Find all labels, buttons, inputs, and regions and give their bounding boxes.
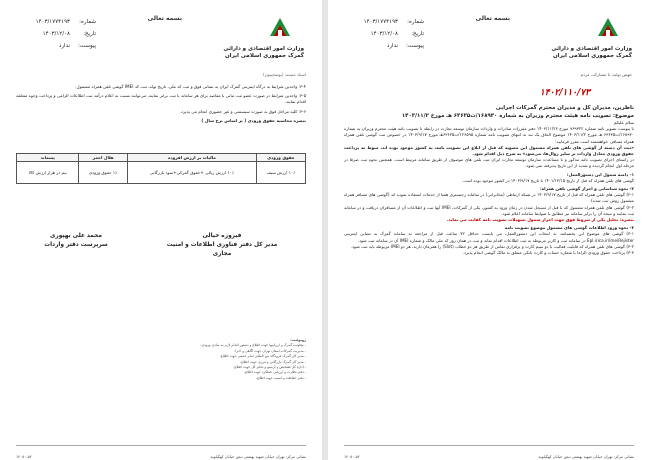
footer-code: ۱۴۰۸۰-۵۲ [16, 454, 32, 459]
footnote-line: - مدیر کل گمرک بازرگانی و مرزی جهت اطلاع. [240, 359, 306, 364]
section-1-text: گوشی های تلفن همراه که قبل از تاریخ ۱۴۰۱/۱۲/۱۵ تا تاریخ ۱۴۰۳/۹/۱۷ در کشور موجود بوده است. [461, 177, 634, 183]
duties-table [16, 153, 306, 184]
number-value: ۱۴۰۳/۱۷۷۴۱۹۳ [363, 19, 398, 25]
table-header-cell: پسماند [17, 154, 79, 162]
addressee: ناظرین، مدیران کل و مدیران محترم گمرکات اجرایی [495, 105, 634, 111]
letter-metadata [16, 16, 96, 52]
attachment-value: ندارد [58, 43, 70, 49]
footer-divider [16, 445, 306, 446]
signature-block-2 [16, 232, 136, 250]
section-3-title: ۳- نحوه ورود اطلاعات گوشی های مشمول موضوع تصویب نامه [504, 225, 634, 231]
motto: جهش تولید، با مشارکت مردم [580, 72, 632, 77]
intro-paragraph: با پیوست تصویر نامه شماره ۹۶۹۳۲۲ مورخ ۱۴۰۳/۱۱/۲۶ دفتر مقررات صادرات و واردات سازمان توسعه تجارت در رابطه با تصویب نامه هیئت محترم وزیران به شماره ۱۶۸۹۳۰/ت۶۳۶۳۵ هـ مورخ ۱۴۰۳/۱۱/۲ موضوع الحاق یک بند به انتهای تصویب نامه شماره ۱۲۶۵۹۵/ت۶۳۶۳۵هـ مورخ ۱۴۰۳/۹/۱۷ در خصوص ثبت گوشی تلفن همراه همراه مسافر، خواهشمند است مقرر فرمایید: [344, 126, 635, 144]
bismillah-heading: بسمه تعالی [147, 15, 182, 22]
handwritten-date: ۱۴۰۲/۱۱۰/۷۳ [539, 88, 590, 98]
footer-address: نشانی مرکز: تهران خیابان شهید بهشتی نبش خیابان کهگیلویه [210, 454, 306, 459]
table-caption: تبصره محاسبه حقوق ورودی ( بر اساس نرخ سال ) [201, 117, 306, 123]
table-header-cell: هلال احمر [79, 154, 127, 162]
quoted-clause: «ثبت آن دسته از گوشی های تلفن همراه مشمول این مصوبه که قبل از ابلاغ این تصویب نامه، به کشور موجود بوده اند، منوط به پرداخت حقوق ورودی معادل واردات بر سایر روال‌ها، می‌شود» به شرح ذیل اقدام شود. [344, 144, 634, 157]
greeting: سلام علیکم [613, 120, 634, 125]
section-3-item: ۳-۱) گوشی های موضوع این بخشنامه، به انتخاب این دستورالعمل، می بایست حداقل ۷۲ ساعت قبل از مراجعه به سامانه گمرک به نشانی اینترنتی Epl.irica.ir/imeiRejister در سامانه ثبت و کاربر مربوطه به ثبت اطلاعات اقدام نماید و ثبت در همان روز کد ملی مالک و شماره IMEI آن در سامانه ثبت شود. [344, 231, 634, 243]
organization-name [223, 46, 304, 60]
letter-body [344, 104, 634, 256]
signature-block-1 [162, 232, 282, 259]
org-line-2: گمرک جمهوری اسلامی ایران [552, 53, 632, 59]
organization-name [551, 46, 632, 60]
document-page-2 [0, 0, 322, 460]
customs-emblem-icon [268, 16, 292, 38]
footer-address: نشانی مرکز: تهران خیابان شهید بهشتی نبش خیابان کهگیلویه [538, 454, 634, 459]
table-cell: نیم در هزار ارزش کالا [17, 162, 79, 184]
section-2-item: ۲-۲) گوشی های تلفن همراه مشمول که با قبل از مسجل شدن در زمان ورود به کشور، یکی از گمرکات، IMEI آنها ثبت و اطلاعات آن از مسافران دریافت و در سامانه ثبت نمایند و نتیجه آن را برابر سامانه نیز مطابق با ضوابط سامانه اعلام شود. [344, 204, 634, 216]
footnote-line: - مدیریت گمرکات استان تهران جهت آگاهی و اجرا. [234, 348, 306, 353]
footnote-line: - معاونت گمرک و ارزیابیها جهت اطلاع و دستور اقدام لازم به مبادی ورودی. [200, 343, 306, 348]
section-3-item: ۳-۲) گوشی های تلفن همراه که قابلیت فعالیت با دو سیم کارت و برقراری تماس از طریق هر دو خطاب (Slot) را همزمان دارند، هر دو IMEI مربوطه باید ثبت شود. [350, 243, 634, 249]
info-line: اسناد مستند (یوشخیبون) [262, 72, 306, 77]
footnote-line: - دفتر نظارت و ارزیابی عملکرد جهت اطلاع. [243, 370, 306, 375]
date-label: تاریخ: [83, 31, 96, 37]
paragraph: ۳-۴: واجدین شرایط به درگاه اینترنتی گمرک ایران به نشانی فوق و ثبت کد ملی، تاریخ تولد، ثبت کد IMEI گوشی تلفن همراه مشمول. [75, 84, 306, 89]
section-3-item: ۳-۳) پرداخت حقوق ورودی الزاما با شماره حساب و کارت بانکی متعلق به مالک گوشی انجام پذیرد. [462, 250, 634, 256]
table-cell: ۱٪ حقوق ورودی [79, 162, 127, 184]
number-label: شماره: [407, 19, 424, 25]
section-2-title: ۲- نحوه شناسایی و احراز گوشی تلفن همراه: [540, 186, 634, 192]
customs-emblem-icon [596, 16, 620, 38]
table-cell: ۱۰٪ ارزش ریالی +حقوق گمرکی+سود بازرگانی [127, 162, 256, 184]
table-cell: ۱۰٪ ارزش سیف [257, 162, 306, 184]
footnote-line: - اداره کل تشخیص و آرشیو و دفاتر کل جهت اطلاع. [233, 365, 306, 370]
footer-code: ۱۴۰۸۰-۵۲ [344, 454, 360, 459]
table-row [17, 162, 306, 184]
date-label: تاریخ: [411, 31, 424, 37]
number-value: ۱۴۰۳/۱۷۷۴۱۹۳ [35, 19, 70, 25]
subject-line: موضوع: تصویب نامه هیئت محترم وزیران به شماره ۱۶۸۹۳۰/ت۶۳۶۳۵ هـ مورخ ۱۴۰۳/۱۱/۲ [401, 113, 634, 119]
attachment-label: پیوست: [78, 43, 96, 49]
paragraph: در راستای اجرای تصویب نامه مذکور و با مساعدت سازمان توسعه تجارت ایران ثبت تلفن های موصوف از طریق سامانه مرتبط است. همچنین نحوه ثبت صرفا در مرحله اول انجام گردیده و تمدید از این تاریخ پذیرفته نمی شود. [344, 157, 634, 169]
org-line-1: وزارت امور اقتصادی و دارائی [551, 46, 632, 52]
signatory-name: محمد علی بهپوری [50, 233, 102, 239]
section-1-title: ۱- دامنه شمول این دستورالعمل: [566, 171, 634, 177]
footnote-line: رونوشت: [290, 338, 306, 342]
bismillah-heading: بسمه تعالی [475, 15, 510, 22]
signatory-title: مدیر کل دفتر فناوری اطلاعات و امنیت مجازی [166, 242, 278, 257]
footer-divider [344, 445, 634, 446]
attachment-label: پیوست: [406, 43, 424, 49]
signatory-title: سرپرست دفتر واردات [44, 242, 108, 248]
footnote-line: - دفتر حفاظت و امنیت جهت اطلاع. [255, 375, 306, 380]
letter-metadata [344, 16, 424, 52]
signatory-name: فیروزه خیالی [202, 233, 242, 239]
footnote-line: - مدیر کل گمرک فرودگاه بین المللی امام خمینی جهت اطلاع. [219, 354, 306, 359]
table-header-row [17, 154, 306, 162]
org-line-2: گمرک جمهوری اسلامی ایران [224, 53, 304, 59]
section-2-note: تبصره: تحلیل یکی از شروط فوق جهت احراز شمول تسهیلات تصویب نامه کفایت می نماید. [446, 217, 634, 223]
section-2-item: ۲-۱) گوشی های تلفن همراه که قبل از تاریخ ۱۴۰۳/۹/۱۷ در شبکه ارتباطی (مخابراتی) در سامانه رجیستری همتا از خدمات استفاده نموده اند (گوشی های مسافر همراه مشمول روش ثبت شده). [344, 192, 634, 204]
document-page-1 [328, 0, 650, 460]
org-line-1: وزارت امور اقتصادی و دارائی [223, 46, 304, 52]
table-header-cell: حقوق ورودی [257, 154, 306, 162]
copy-recipients [16, 338, 306, 381]
date-value: ۱۴۰۳/۱۲/۰۸ [370, 31, 398, 37]
paragraph: ۳-۵: واجدین شرایط در صورت عضو ثبت تبانی با مقاصد برای هر سامانه یا ثبت برابر نمایند، می‌توانند نسبت به اعلام درآمد ثبت اطلاعات الزامی و پرداخت وجوه متعلقه اقدام نمایند. [16, 93, 306, 105]
body-paragraphs [16, 84, 306, 124]
attachment-value: ندارد [386, 43, 398, 49]
date-value: ۱۴۰۳/۱۲/۰۸ [42, 31, 70, 37]
number-label: شماره: [79, 19, 96, 25]
table-header-cell: مالیات بر ارزش افزوده [127, 154, 256, 162]
paragraph: ۳-۶: کلیه مراحل فوق به صورت سیستمی و غیر حضوری انجام می پذیرد. [179, 108, 306, 114]
